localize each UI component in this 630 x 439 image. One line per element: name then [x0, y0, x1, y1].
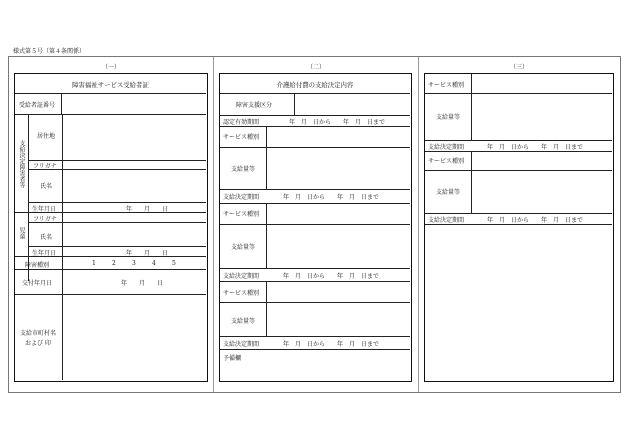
rule — [471, 151, 472, 213]
decision-period-value: 年 月 日から 年 月 日まで — [283, 194, 380, 201]
amount-label: 支給量等 — [436, 189, 461, 196]
rule — [220, 281, 410, 282]
disability-type-4: 4 — [152, 260, 156, 267]
rule — [220, 302, 410, 303]
disability-type-label: 障害種別 — [25, 262, 50, 269]
form-caption: 様式第５号（第４条関係） — [13, 48, 86, 55]
child-furigana-label: フリガナ — [33, 216, 57, 223]
rule — [28, 169, 206, 170]
name-label: 氏名 — [40, 183, 53, 190]
rule — [425, 170, 612, 171]
rule — [220, 268, 410, 269]
service-type-label: サービス種別 — [428, 82, 465, 89]
section-heading-3: （三） — [509, 64, 528, 71]
disability-type-3: 3 — [132, 260, 136, 267]
rule — [220, 115, 410, 116]
rule — [425, 213, 612, 214]
decision-period-label: 支給決定期間 — [223, 341, 260, 348]
decision-period-value: 年 月 日から 年 月 日まで — [283, 273, 380, 280]
disability-type-1: 1 — [92, 260, 96, 267]
dob-label: 生年月日 — [32, 206, 57, 213]
fold-line-2 — [418, 57, 419, 392]
recipient-group-label: 支給決定障害者等 — [18, 140, 25, 188]
rule — [15, 212, 206, 213]
rule — [220, 189, 410, 190]
rule — [220, 203, 410, 204]
rule — [220, 147, 410, 148]
issue-date-label: 交付年月日 — [22, 280, 53, 287]
issue-date-value: 年 月 日 — [121, 280, 164, 287]
amount-label: 支給量等 — [436, 114, 461, 121]
benefit-decision-continuation-panel — [424, 73, 614, 382]
rule — [425, 224, 612, 225]
fold-line-1 — [213, 57, 214, 392]
address-label: 居住地 — [37, 133, 56, 140]
rule — [266, 126, 267, 189]
rule — [220, 224, 410, 225]
rule — [471, 74, 472, 140]
service-type-label: サービス種別 — [428, 158, 465, 165]
rule — [266, 281, 267, 336]
rule — [425, 151, 612, 152]
rule — [61, 93, 62, 114]
decision-period-label: 支給決定期間 — [223, 194, 260, 201]
rule — [62, 294, 63, 380]
rule — [15, 114, 206, 115]
support-category-label: 障害支援区分 — [236, 102, 273, 109]
amount-label: 支給量等 — [231, 318, 256, 325]
rule — [220, 349, 410, 350]
remarks-label: 予備欄 — [223, 355, 242, 362]
rule — [15, 294, 206, 295]
decision-period-value: 年 月 日から 年 月 日まで — [283, 341, 380, 348]
municipality-label: 支給市町村名 — [20, 330, 57, 337]
section-heading-1: （一） — [101, 64, 120, 71]
furigana-label: フリガナ — [33, 163, 57, 170]
rule — [266, 203, 267, 268]
rule — [220, 336, 410, 337]
benefit-decision-panel — [219, 73, 412, 382]
rule — [15, 256, 206, 257]
rule — [294, 93, 295, 115]
service-type-label: サービス種別 — [223, 211, 260, 218]
child-name-label: 氏名 — [40, 234, 53, 241]
decision-period-label: 支給決定期間 — [223, 273, 260, 280]
decision-period-value: 年 月 日から 年 月 日まで — [487, 144, 584, 151]
validity-label: 認定有効期間 — [223, 119, 260, 126]
disability-type-2: 2 — [112, 260, 116, 267]
rule — [15, 269, 206, 270]
dob-value: 年 月 日 — [126, 206, 169, 213]
child-dob-label: 生年月日 — [32, 250, 57, 257]
child-dob-value: 年 月 日 — [126, 250, 169, 257]
municipality-seal-label: および 印 — [25, 340, 51, 347]
service-type-label: サービス種別 — [223, 290, 260, 297]
certificate-panel — [14, 73, 208, 382]
disability-type-5: 5 — [172, 260, 176, 267]
section-heading-2: （二） — [306, 64, 325, 71]
benefit-decision-title: 介護給付費の支給決定内容 — [276, 81, 354, 89]
rule — [28, 222, 206, 223]
validity-value: 年 月 日から 年 月 日まで — [289, 119, 386, 126]
amount-label: 支給量等 — [231, 166, 256, 173]
rule — [220, 126, 410, 127]
rule — [28, 202, 206, 203]
rule — [28, 246, 206, 247]
rule — [220, 93, 410, 94]
decision-period-label: 支給決定期間 — [428, 217, 465, 224]
service-type-label: サービス種別 — [223, 134, 260, 141]
certificate-title: 障害福祉サービス受給者証 — [72, 81, 149, 89]
decision-period-label: 支給決定期間 — [428, 144, 465, 151]
rule — [15, 93, 206, 94]
rule — [425, 140, 612, 141]
rule — [425, 93, 612, 94]
decision-period-value: 年 月 日から 年 月 日まで — [487, 217, 584, 224]
child-group-label: 児童 — [18, 227, 25, 239]
rule — [62, 114, 63, 294]
amount-label: 支給量等 — [231, 244, 256, 251]
recipient-number-label: 受給者証番号 — [19, 102, 56, 109]
